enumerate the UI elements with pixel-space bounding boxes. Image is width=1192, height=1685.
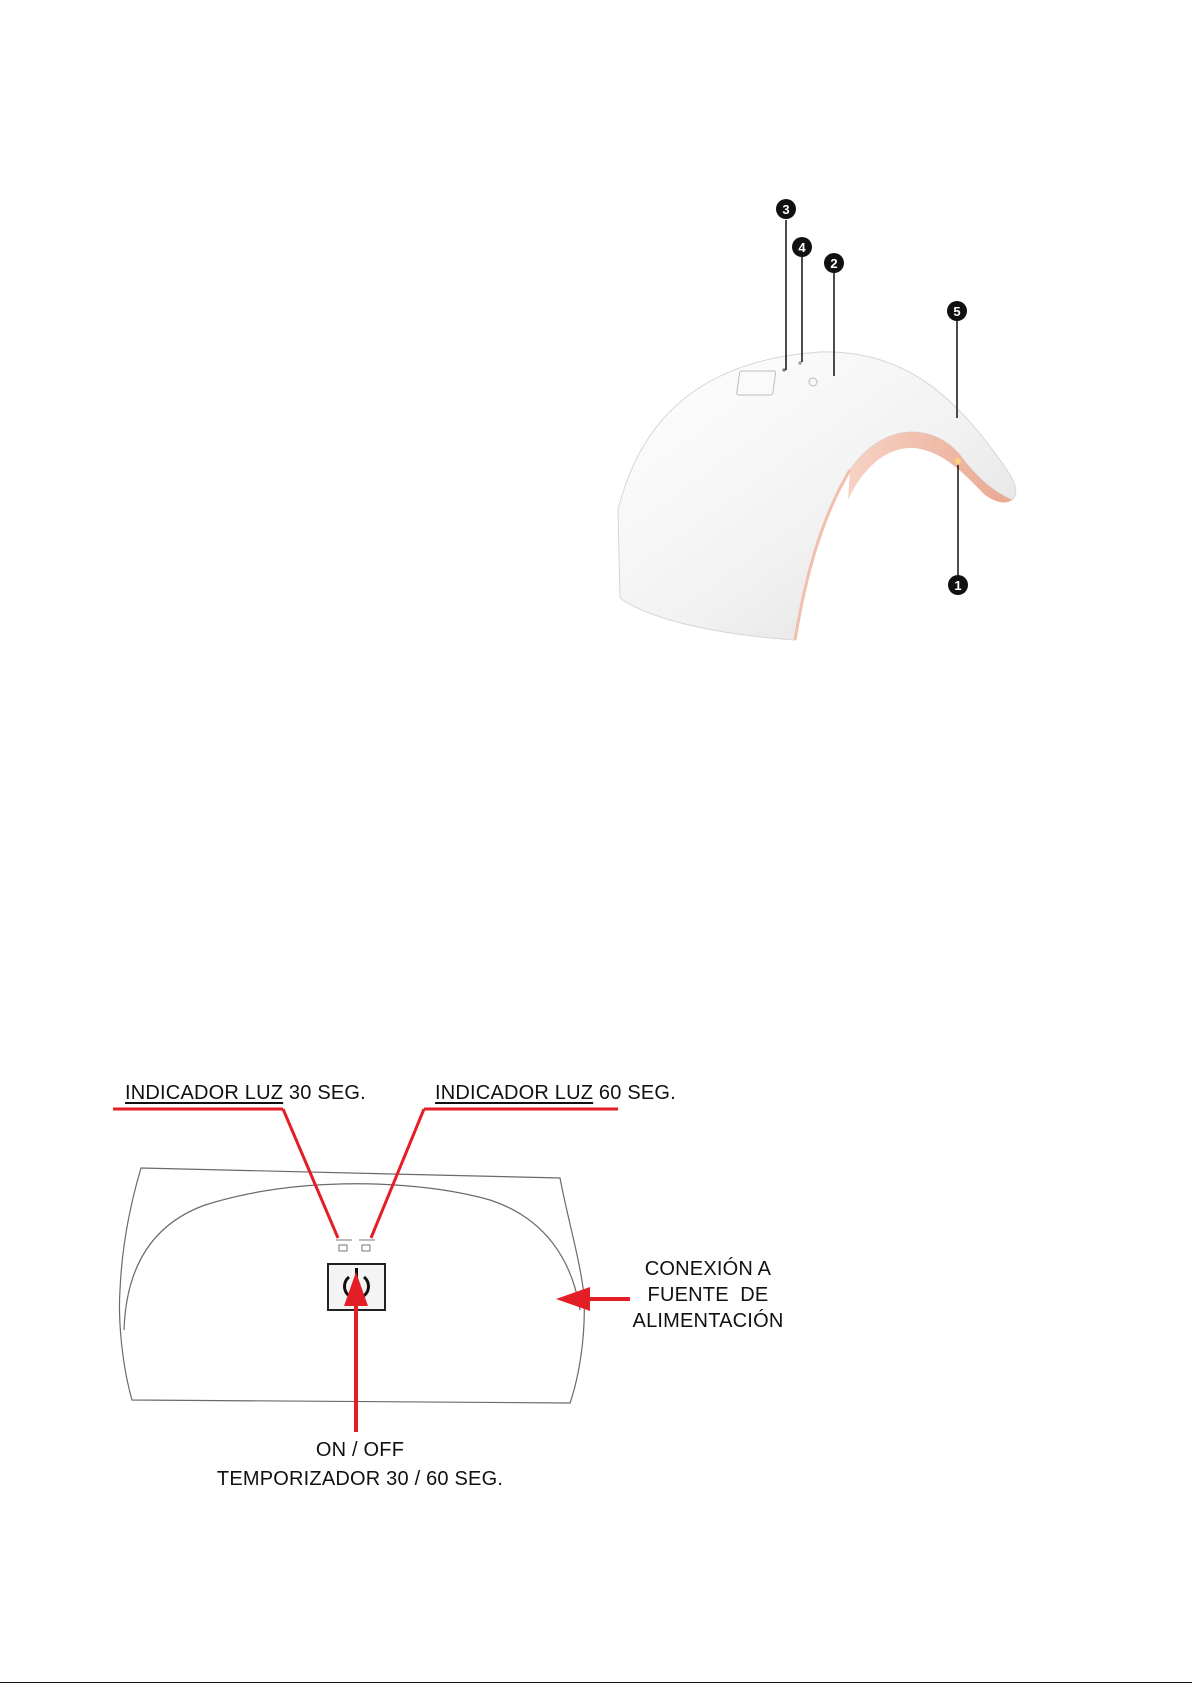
label-indicator-30-prefix: INDICADOR LUZ — [125, 1082, 284, 1104]
callout-3 — [776, 199, 796, 219]
pointer-indicator-30 — [113, 1109, 338, 1238]
pointer-indicator-60 — [371, 1109, 618, 1238]
label-indicator-30-suffix: 30 SEG. — [283, 1082, 366, 1104]
arrow-power-button — [344, 1272, 368, 1432]
topview-led-60-mark — [362, 1245, 370, 1251]
callout-4 — [792, 237, 812, 257]
callout-5 — [947, 301, 967, 321]
svg-text:5: 5 — [953, 304, 961, 319]
label-power-connection-line3: ALIMENTACIÓN — [632, 1310, 784, 1332]
svg-text:1: 1 — [954, 578, 962, 593]
label-power-button-line1: ON / OFF — [315, 1439, 405, 1461]
label-indicator-30 — [125, 1082, 366, 1105]
panel-led-60 — [798, 361, 801, 364]
label-power-connection-line2: FUENTE DE — [647, 1284, 769, 1306]
label-indicator-60-suffix: 60 SEG. — [593, 1082, 676, 1104]
label-power-button — [190, 1436, 530, 1494]
panel-button-frame — [736, 371, 775, 395]
lamp-body — [618, 352, 1016, 640]
page-bottom-rule — [0, 1682, 1192, 1683]
svg-text:4: 4 — [798, 240, 806, 255]
svg-text:2: 2 — [830, 256, 838, 271]
label-power-connection — [618, 1256, 798, 1334]
label-indicator-60 — [435, 1082, 676, 1105]
label-power-connection-line1: CONEXIÓN A — [644, 1258, 772, 1280]
led-dot — [955, 458, 961, 464]
callout-1 — [948, 575, 968, 595]
callout-2 — [824, 253, 844, 273]
label-indicator-60-prefix: INDICADOR LUZ — [435, 1082, 594, 1104]
label-power-button-line2: TEMPORIZADOR 30 / 60 SEG. — [216, 1468, 504, 1490]
svg-text:3: 3 — [782, 202, 790, 217]
topview-led-30-mark — [339, 1245, 347, 1251]
panel-led-30 — [782, 368, 785, 371]
